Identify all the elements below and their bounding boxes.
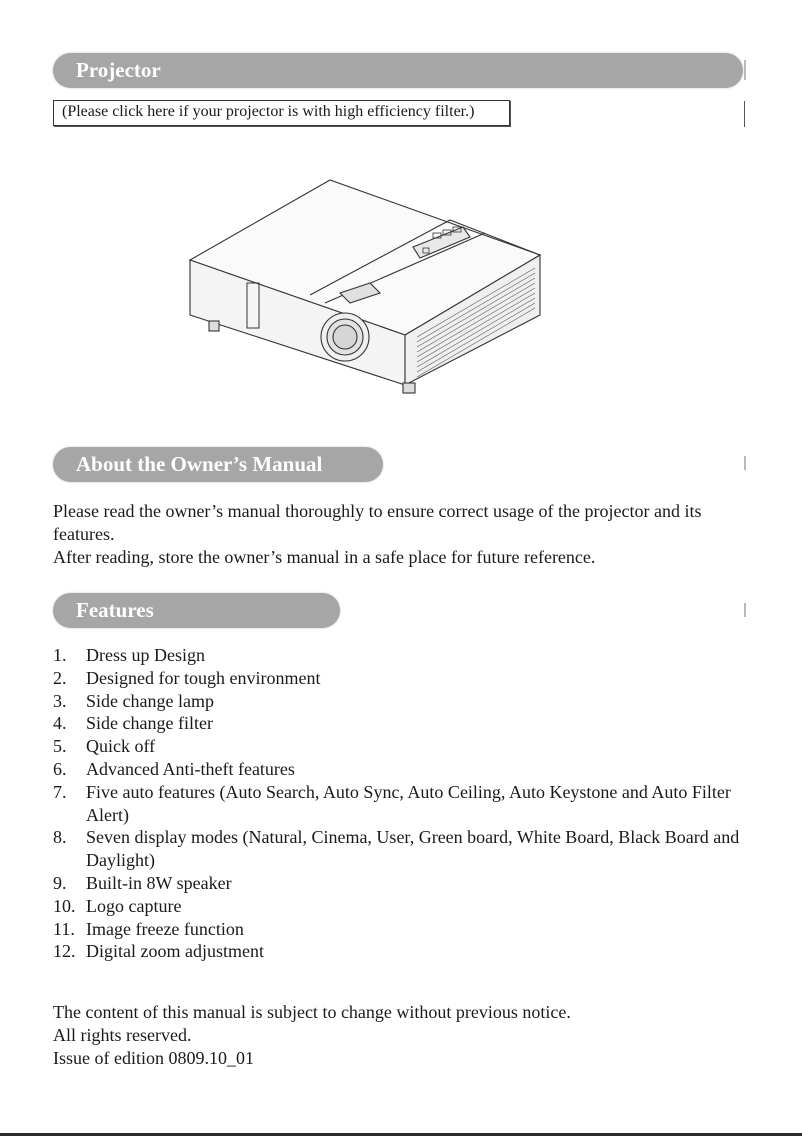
page-edge-mark [744, 60, 746, 80]
item-text: Image freeze function [86, 918, 244, 939]
about-line: features. [53, 524, 115, 544]
footer-notes [53, 1001, 571, 1069]
list-item [53, 918, 753, 941]
section-title: About the Owner’s Manual [76, 452, 323, 476]
about-line: After reading, store the owner’s manual in a safe place for future reference. [53, 547, 596, 567]
list-item [53, 735, 753, 758]
item-number: 4. [53, 713, 67, 734]
list-item [53, 690, 753, 713]
section-header-projector [53, 53, 743, 88]
section-title: Projector [76, 58, 161, 82]
link-label: (Please click here if your projector is with high efficiency filter.) [62, 103, 475, 120]
item-number: 1. [53, 645, 67, 665]
item-number: 8. [53, 827, 67, 848]
item-text: Logo capture [86, 895, 182, 916]
projector-illustration-icon [185, 175, 555, 405]
item-text: Seven display modes (Natural, Cinema, User, Green board, White Board, Black Board and Daylight) [86, 827, 740, 871]
list-item [53, 644, 753, 667]
notice-line: The content of this manual is subject to change without previous notice. [53, 1002, 571, 1022]
item-text: Five auto features (Auto Search, Auto Sync, Auto Ceiling, Auto Keystone and Auto Filter Alert) [86, 781, 731, 825]
features-list [53, 644, 753, 963]
item-text: Dress up Design [86, 645, 205, 665]
edition-line: Issue of edition 0809.10_01 [53, 1047, 254, 1068]
item-text: Designed for tough environment [86, 667, 321, 688]
high-efficiency-filter-link[interactable] [53, 100, 510, 126]
about-line: Please read the owner’s manual thoroughly to ensure correct usage of the projector and its [53, 501, 702, 521]
list-item [53, 826, 753, 872]
item-number: 6. [53, 758, 67, 779]
page-edge-mark [744, 101, 745, 127]
item-number: 7. [53, 781, 67, 802]
item-text: Side change filter [86, 713, 213, 734]
list-item [53, 758, 753, 781]
page-edge-mark [744, 456, 746, 470]
list-item [53, 895, 753, 918]
page-edge-mark [744, 603, 746, 617]
item-number: 5. [53, 736, 67, 757]
item-text: Advanced Anti-theft features [86, 758, 295, 779]
item-text: Side change lamp [86, 690, 214, 711]
rights-line: All rights reserved. [53, 1024, 192, 1045]
about-paragraph [53, 500, 753, 569]
item-number: 9. [53, 872, 67, 893]
item-text: Digital zoom adjustment [86, 941, 264, 962]
item-number: 12. [53, 941, 76, 962]
item-number: 10. [53, 895, 76, 916]
list-item [53, 781, 753, 827]
item-text: Quick off [86, 736, 156, 757]
list-item [53, 712, 753, 735]
list-item [53, 667, 753, 690]
item-number: 11. [53, 918, 75, 939]
section-header-about [53, 447, 383, 482]
item-text: Built-in 8W speaker [86, 872, 232, 893]
section-title: Features [76, 598, 154, 622]
item-number: 3. [53, 690, 67, 711]
list-item [53, 872, 753, 895]
list-item [53, 940, 753, 963]
section-header-features [53, 593, 340, 628]
item-number: 2. [53, 667, 67, 688]
